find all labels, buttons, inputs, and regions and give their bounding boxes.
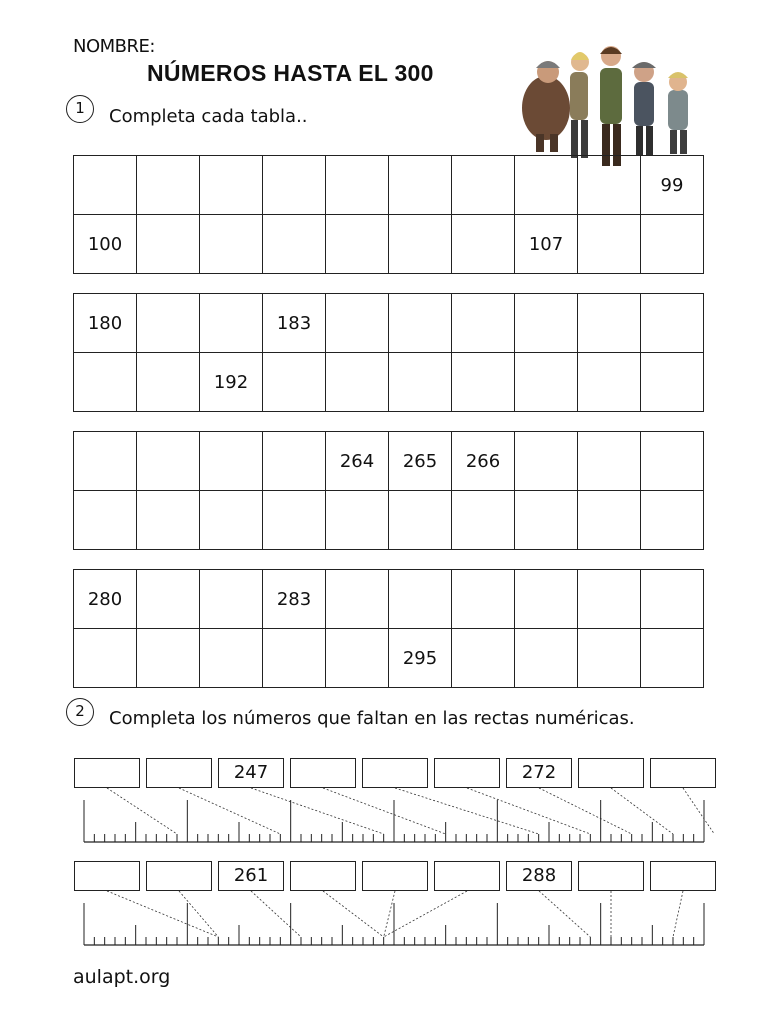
table-cell-blank[interactable] [137, 215, 200, 274]
connector-line [323, 891, 384, 937]
table-cell-blank[interactable] [200, 629, 263, 688]
connector-line [251, 788, 384, 834]
table-row [74, 353, 704, 412]
page-title: NÚMEROS HASTA EL 300 [147, 60, 434, 86]
table-cell-blank[interactable] [200, 156, 263, 215]
table-row [74, 432, 704, 491]
table-cell-blank[interactable] [137, 491, 200, 550]
table-cell-blank[interactable] [515, 491, 578, 550]
table-cell-blank[interactable] [137, 432, 200, 491]
table-cell-blank[interactable] [641, 491, 704, 550]
number-line-1 [0, 758, 768, 848]
table-cell-blank[interactable] [326, 215, 389, 274]
table-row [74, 491, 704, 550]
number-line-box-given: 247 [218, 758, 284, 788]
footer-site: aulapt.org [73, 966, 171, 988]
table-cell-given: 264 [326, 432, 389, 491]
table-cell-blank[interactable] [578, 432, 641, 491]
name-label: NOMBRE: [73, 36, 155, 57]
table-cell-blank[interactable] [641, 570, 704, 629]
table-cell-blank[interactable] [263, 353, 326, 412]
section-2-number: 2 [66, 698, 94, 726]
table-cell-blank[interactable] [263, 629, 326, 688]
table-cell-blank[interactable] [389, 491, 452, 550]
table-cell-given: 283 [263, 570, 326, 629]
table-cell-blank[interactable] [641, 432, 704, 491]
table-cell-blank[interactable] [515, 432, 578, 491]
table-cell-blank[interactable] [515, 294, 578, 353]
connector-line [251, 891, 301, 937]
connector-line [323, 788, 446, 834]
table-cell-blank[interactable] [515, 156, 578, 215]
table-cell-given: 266 [452, 432, 515, 491]
table-cell-blank[interactable] [326, 491, 389, 550]
number-line-box-given: 261 [218, 861, 284, 891]
number-table-3 [73, 431, 704, 550]
connector-line [611, 788, 673, 834]
connector-line [683, 788, 714, 834]
table-cell-blank[interactable] [515, 570, 578, 629]
table-cell-blank[interactable] [452, 353, 515, 412]
table-cell-given: 192 [200, 353, 263, 412]
table-cell-given: 99 [641, 156, 704, 215]
table-cell-blank[interactable] [389, 156, 452, 215]
connector-line [467, 788, 590, 834]
table-cell-blank[interactable] [578, 629, 641, 688]
table-cell-blank[interactable] [326, 156, 389, 215]
table-cell-blank[interactable] [452, 156, 515, 215]
table-cell-blank[interactable] [137, 570, 200, 629]
table-cell-given: 280 [74, 570, 137, 629]
table-cell-blank[interactable] [641, 294, 704, 353]
section-2-instruction: Completa los números que faltan en las rectas numéricas. [109, 708, 635, 729]
table-cell-blank[interactable] [578, 353, 641, 412]
number-line-box-given: 272 [506, 758, 572, 788]
table-cell-blank[interactable] [263, 156, 326, 215]
table-cell-blank[interactable] [74, 432, 137, 491]
table-cell-blank[interactable] [74, 156, 137, 215]
table-row [74, 156, 704, 215]
table-cell-blank[interactable] [200, 491, 263, 550]
table-cell-blank[interactable] [641, 629, 704, 688]
table-cell-given: 180 [74, 294, 137, 353]
table-cell-blank[interactable] [137, 294, 200, 353]
table-cell-given: 183 [263, 294, 326, 353]
table-cell-given: 295 [389, 629, 452, 688]
table-cell-blank[interactable] [452, 491, 515, 550]
connector-line [179, 788, 280, 834]
table-cell-blank[interactable] [263, 491, 326, 550]
table-cell-blank[interactable] [578, 294, 641, 353]
connector-line [384, 891, 395, 937]
number-table-2 [73, 293, 704, 412]
table-cell-blank[interactable] [515, 353, 578, 412]
connector-line [107, 788, 177, 834]
connector-line [384, 891, 467, 937]
table-cell-blank[interactable] [200, 215, 263, 274]
table-cell-blank[interactable] [137, 156, 200, 215]
table-cell-blank[interactable] [515, 629, 578, 688]
table-cell-blank[interactable] [389, 353, 452, 412]
table-cell-blank[interactable] [200, 432, 263, 491]
table-cell-blank[interactable] [389, 570, 452, 629]
table-cell-blank[interactable] [578, 156, 641, 215]
table-cell-blank[interactable] [326, 353, 389, 412]
table-cell-blank[interactable] [452, 629, 515, 688]
table-cell-blank[interactable] [74, 491, 137, 550]
table-cell-blank[interactable] [452, 215, 515, 274]
table-cell-blank[interactable] [452, 570, 515, 629]
connector-line [673, 891, 683, 937]
section-1-number: 1 [66, 95, 94, 123]
table-cell-blank[interactable] [452, 294, 515, 353]
connector-line [539, 788, 632, 834]
number-line-2 [0, 861, 768, 951]
table-cell-blank[interactable] [200, 294, 263, 353]
table-cell-blank[interactable] [263, 215, 326, 274]
table-row [74, 570, 704, 629]
table-cell-blank[interactable] [326, 629, 389, 688]
table-cell-blank[interactable] [137, 629, 200, 688]
table-cell-blank[interactable] [326, 294, 389, 353]
table-cell-blank[interactable] [578, 570, 641, 629]
number-line-box-given: 288 [506, 861, 572, 891]
connector-line [179, 891, 218, 937]
table-cell-blank[interactable] [578, 215, 641, 274]
table-cell-blank[interactable] [641, 353, 704, 412]
table-cell-given: 100 [74, 215, 137, 274]
table-row [74, 294, 704, 353]
number-table-1 [73, 155, 704, 274]
table-row [74, 629, 704, 688]
table-row [74, 215, 704, 274]
table-cell-blank[interactable] [74, 353, 137, 412]
connector-line [395, 788, 539, 834]
connector-line [107, 891, 218, 937]
table-cell-blank[interactable] [263, 432, 326, 491]
number-table-4 [73, 569, 704, 688]
table-cell-blank[interactable] [389, 215, 452, 274]
section-1-instruction: Completa cada tabla.. [109, 106, 308, 127]
connector-line [539, 891, 590, 937]
table-cell-blank[interactable] [74, 629, 137, 688]
table-cell-blank[interactable] [200, 570, 263, 629]
table-cell-blank[interactable] [137, 353, 200, 412]
table-cell-blank[interactable] [389, 294, 452, 353]
table-cell-blank[interactable] [641, 215, 704, 274]
table-cell-blank[interactable] [578, 491, 641, 550]
table-cell-given: 107 [515, 215, 578, 274]
table-cell-blank[interactable] [326, 570, 389, 629]
table-cell-given: 265 [389, 432, 452, 491]
